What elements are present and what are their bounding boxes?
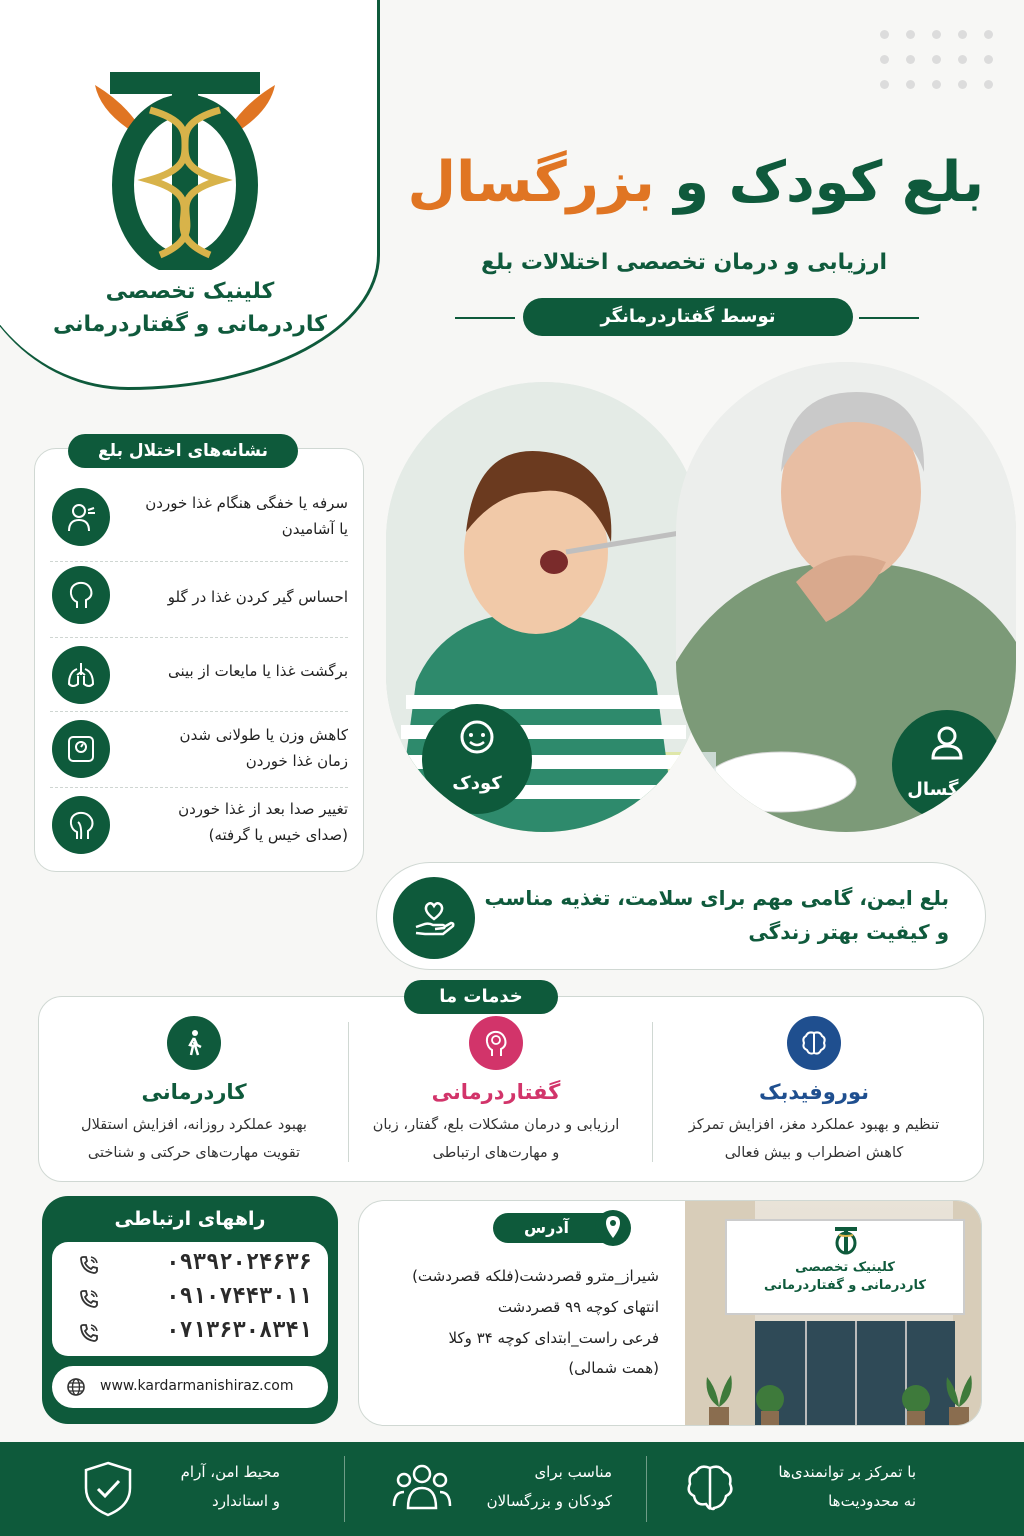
clinic-logo-small <box>831 1225 861 1255</box>
title-part2: بزرگسال <box>407 150 655 215</box>
symptom-item <box>50 788 348 862</box>
footer-line2: کودکان و بزرگسالان <box>486 1491 612 1510</box>
phone-row[interactable] <box>72 1250 312 1280</box>
brain-icon <box>787 1016 841 1070</box>
decorative-dots <box>880 30 994 89</box>
symptom-line1: برگشت غذا یا مایعات از بینی <box>167 662 348 680</box>
divider <box>646 1456 647 1522</box>
clinic-building-photo <box>685 1201 982 1426</box>
service-name: کاردرمانی <box>141 1080 247 1104</box>
clinic-name <box>40 275 340 341</box>
adult-badge <box>892 710 1002 820</box>
plant-icon <box>899 1381 933 1426</box>
phone-number[interactable]: ۰۹۳۹۲۰۲۴۶۳۶ <box>166 1250 312 1275</box>
walking-person-icon <box>167 1016 221 1070</box>
symptom-item <box>50 638 348 712</box>
service-desc1: تنظیم و بهبود عملکرد مغز، افزایش تمرکز <box>688 1117 940 1133</box>
symptom-line1: کاهش وزن یا طولانی شدن <box>179 726 348 744</box>
symptom-line1: تغییر صدا بعد از غذا خوردن <box>178 800 348 818</box>
head-throat-icon <box>52 566 110 624</box>
footer-line2: نه محدودیت‌ها <box>828 1491 916 1510</box>
service-speech-therapy <box>346 1016 646 1167</box>
sign-line1: کلینیک تخصصی <box>795 1260 895 1275</box>
child-label: کودک <box>452 773 502 794</box>
symptom-line2: یا آشامیدن <box>281 520 348 539</box>
weight-scale-icon <box>52 720 110 778</box>
divider <box>344 1456 345 1522</box>
symptom-item <box>50 712 348 788</box>
service-desc1: ارزیابی و درمان مشکلات بلع، گفتار، زبان <box>372 1117 620 1133</box>
by-line-pill: توسط گفتاردرمانگر <box>523 298 853 336</box>
contact-title: راههای ارتباطی <box>114 1208 266 1230</box>
phone-row[interactable] <box>72 1284 312 1314</box>
contact-card <box>42 1196 338 1424</box>
service-desc2: کاهش اضطراب و بیش فعالی <box>724 1144 904 1161</box>
footer-bar <box>0 1442 1024 1536</box>
child-badge <box>422 704 532 814</box>
symptom-item <box>50 478 348 562</box>
divider-right <box>859 317 919 319</box>
building-sign <box>725 1219 965 1315</box>
title-part1: بلع کودک و <box>654 150 984 215</box>
clinic-name-line1: کلینیک تخصصی <box>105 279 275 304</box>
symptom-line1: احساس گیر کردن غذا در گلو <box>167 588 348 606</box>
service-occupational-therapy <box>44 1016 344 1167</box>
phone-row[interactable] <box>72 1318 312 1348</box>
address-line: انتهای کوچه ۹۹ قصردشت <box>497 1297 659 1316</box>
sign-line2: کاردرمانی و گفتاردرمانی <box>764 1278 926 1294</box>
service-desc2: تقویت مهارت‌های حرکتی و شناختی <box>87 1144 301 1161</box>
symptom-line2: زمان غذا خوردن <box>245 752 348 771</box>
shield-check-icon <box>82 1460 134 1518</box>
service-desc1: بهبود عملکرد روزانه، افزایش استقلال <box>81 1117 307 1133</box>
footer-item <box>680 1442 1024 1536</box>
heart-hand-icon <box>393 877 475 959</box>
address-lines <box>369 1261 659 1384</box>
page-title <box>384 150 984 215</box>
website-url[interactable]: www.kardarmanishiraz.com <box>100 1378 294 1394</box>
location-pin-icon <box>595 1210 631 1246</box>
speaking-head-icon <box>469 1016 523 1070</box>
clinic-logo <box>90 70 280 270</box>
baby-face-icon <box>458 718 496 756</box>
address-card <box>358 1200 982 1426</box>
by-line <box>455 298 925 338</box>
footer-line1: محیط امن، آرام <box>180 1463 280 1481</box>
phone-icon <box>78 1322 100 1344</box>
phone-icon <box>78 1254 100 1276</box>
symptom-line1: سرفه یا خفگی هنگام غذا خوردن <box>145 494 348 512</box>
divider <box>652 1022 653 1162</box>
footer-item <box>80 1442 330 1536</box>
website-link[interactable] <box>52 1366 328 1408</box>
symptom-item <box>50 562 348 638</box>
footer-line1: با تمرکز بر توانمندی‌ها <box>778 1463 916 1481</box>
slogan-line1: بلع ایمن، گامی مهم برای سلامت، تغذیه مناسب <box>484 886 949 910</box>
throat-anatomy-icon <box>52 796 110 854</box>
page-subtitle: ارزیابی و درمان تخصصی اختلالات بلع <box>480 250 888 275</box>
group-people-icon <box>392 1462 452 1514</box>
plant-icon <box>939 1367 979 1426</box>
phone-number[interactable]: ۰۹۱۰۷۴۴۳۰۱۱ <box>166 1284 312 1309</box>
child-photo <box>386 382 702 832</box>
address-line: شیراز_مترو قصردشت(فلکه قصردشت) <box>412 1267 659 1285</box>
footer-item <box>390 1442 640 1536</box>
globe-icon <box>66 1377 86 1397</box>
plant-icon <box>753 1381 787 1426</box>
service-name: نوروفیدبک <box>758 1080 870 1104</box>
slogan-card <box>376 862 986 970</box>
address-line: فرعی راست_ابتدای کوچه ۳۴ وکلا <box>448 1328 659 1347</box>
service-name: گفتاردرمانی <box>431 1080 561 1104</box>
plant-icon <box>699 1367 739 1426</box>
footer-line2: و استاندارد <box>212 1491 280 1510</box>
phone-icon <box>78 1288 100 1310</box>
adult-photo <box>676 362 1016 832</box>
coughing-person-icon <box>52 488 110 546</box>
clinic-name-line2: کاردرمانی و گفتاردرمانی <box>53 312 327 337</box>
symptom-line2: (صدای خیس یا گرفته) <box>208 826 348 845</box>
person-icon <box>928 724 966 762</box>
symptoms-title: نشانه‌های اختلال بلع <box>68 434 298 468</box>
slogan-line2: و کیفیت بهتر زندگی <box>748 920 949 944</box>
brain-outline-icon <box>682 1460 738 1516</box>
address-title: آدرس <box>524 1218 569 1237</box>
divider-left <box>455 317 515 319</box>
phone-number[interactable]: ۰۷۱۳۶۳۰۸۳۴۱ <box>166 1318 312 1343</box>
service-neurofeedback <box>664 1016 964 1167</box>
adult-label: بزرگسال <box>907 779 987 800</box>
phones-box <box>52 1242 328 1356</box>
footer-line1: مناسب برای <box>534 1463 612 1481</box>
lungs-icon <box>52 646 110 704</box>
address-title-pill <box>493 1213 629 1243</box>
services-title: خدمات ما <box>404 980 558 1014</box>
address-line: (همت شمالی) <box>568 1359 659 1378</box>
service-desc2: و مهارت‌های ارتباطی <box>432 1144 560 1161</box>
